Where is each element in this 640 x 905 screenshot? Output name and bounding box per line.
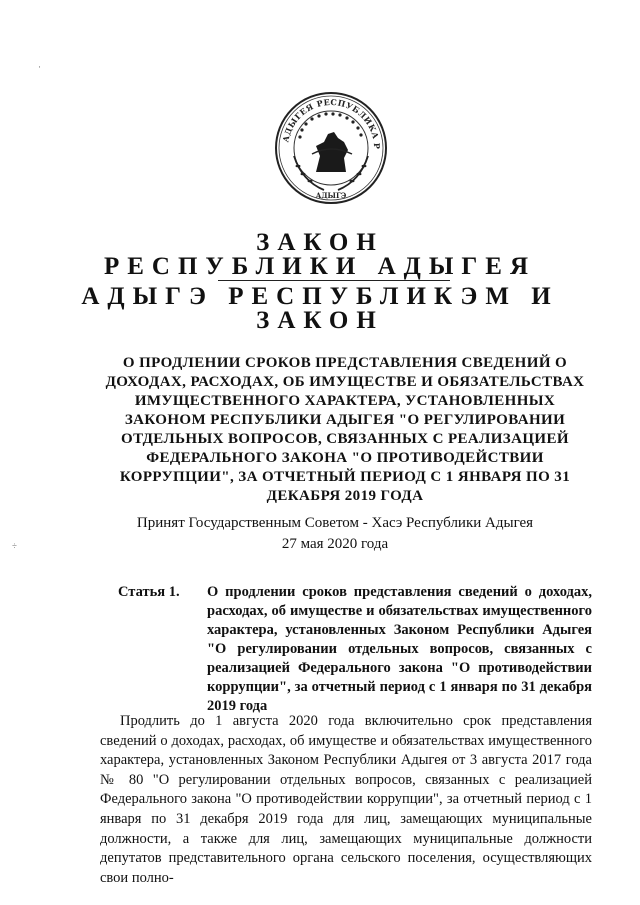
adoption-body: Принят Государственным Советом - Хасэ Республики Адыгея (136, 515, 534, 531)
law-title: О ПРОДЛЕНИИ СРОКОВ ПРЕДСТАВЛЕНИЯ СВЕДЕНИЙ О ДОХОДАХ, РАСХОДАХ, ОБ ИМУЩЕСТВЕ И ОБЯЗАТЕЛЬСТВАХ ИМУЩЕСТВЕННОГО ХАРАКТЕРА, УСТАНОВЛЕННЫХ ЗАКОНОМ РЕСПУБЛИКИ АДЫГЕЯ "О РЕГУЛИРОВАНИИ ОТДЕЛЬНЫХ ВОПРОСОВ, СВЯЗАННЫХ С РЕАЛИЗАЦИЕЙ ФЕДЕРАЛЬНОГО ЗАКОНА "О ПРОТИВОДЕЙСТВИИ КОРРУПЦИИ", ЗА ОТЧЕТНЫЙ ПЕРИОД С 1 ЯНВАРЯ ПО 31 ДЕКАБРЯ 2019 ГОДА (105, 355, 585, 504)
article-heading: О продлении сроков представления сведений о доходах, расходах, об имуществе и обязательствах имущественного характера, установленных Законом Республики Адыгея "О регулировании отдельных вопросов, связанных с реализацией Федерального закона "О противодействии коррупции", за отчетный период с 1 января по 31 декабря 2019 года (207, 584, 592, 714)
header-line-4: ЗАКОН (256, 307, 384, 334)
header-line-3: АДЫГЭ РЕСПУБЛИКЭМ И (81, 283, 559, 310)
article-label: Статья 1. (118, 584, 180, 600)
adoption-date: 27 мая 2020 года (281, 536, 389, 552)
scan-speck: · (38, 62, 41, 72)
header-line-1: ЗАКОН (256, 229, 384, 256)
article-body: Продлить до 1 августа 2020 года включительно срок представления сведений о доходах, расходах, об имуществе и обязательствах имущественного характера, установленных Законом Республики Адыгея от 3 августа 2017 года № 80 "О регулировании отдельных вопросов, связанных с реализацией Федерального закона "О противодействии коррупции", за отчетный период с 1 января по 31 декабря 2019 года для лиц, замещающих муниципальные должности, а также для лиц, замещающих муниципальные должности депутатов представительного органа сельского поселения, осуществляющих свои полно- (100, 713, 592, 886)
emblem-ring-text: АДЫГЕЯ РЕСПУБЛИКА Р (280, 96, 383, 150)
scan-speck: ÷ (12, 541, 17, 551)
emblem-lower-text: АДЫГЭ (315, 191, 347, 200)
header-divider (218, 280, 450, 281)
adoption-note (0, 513, 640, 555)
header-line-2: РЕСПУБЛИКИ АДЫГЕЯ (103, 253, 537, 280)
adygea-coat-of-arms-icon (272, 86, 390, 216)
